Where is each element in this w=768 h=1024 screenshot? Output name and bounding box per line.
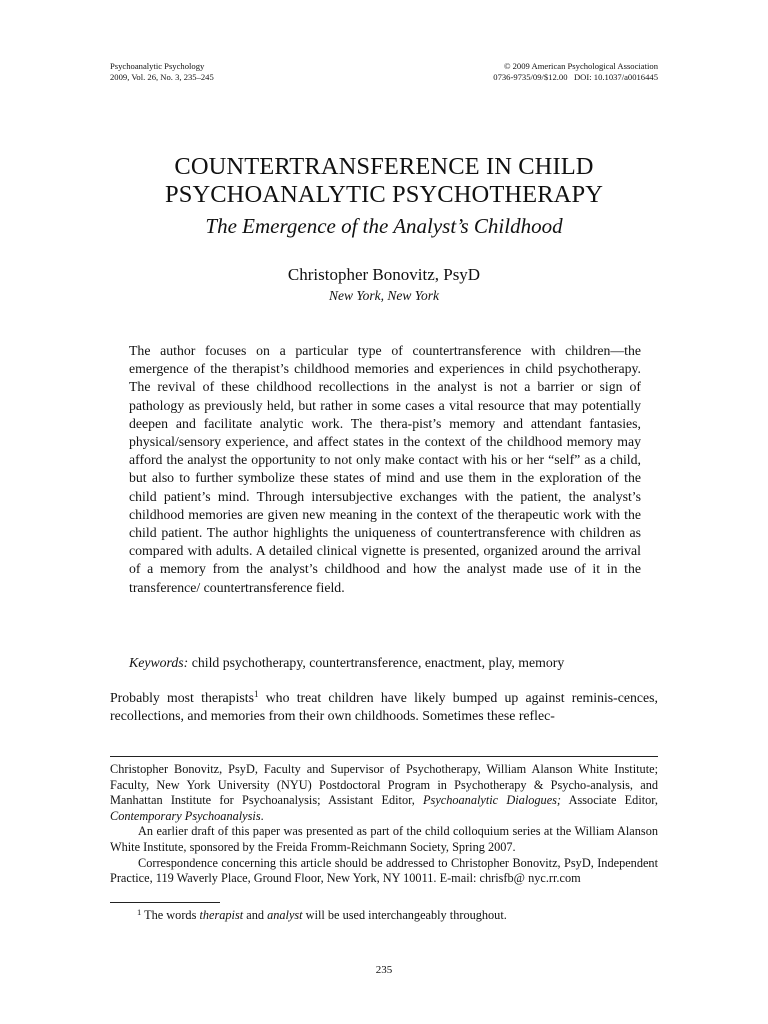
footnote-divider	[110, 756, 658, 757]
copyright-line: © 2009 American Psychological Association	[503, 61, 658, 71]
keywords-list: child psychotherapy, countertransference, enactment, play, memory	[188, 655, 565, 670]
footnote-text: and	[243, 908, 268, 922]
footnote-marker[interactable]: 1	[253, 689, 259, 699]
author-name: Christopher Bonovitz, PsyD	[287, 265, 481, 284]
footnote	[137, 907, 657, 923]
body-paragraph	[110, 689, 658, 725]
running-header-right	[493, 61, 658, 83]
footnote-text: will be used interchangeably throughout.	[302, 908, 507, 922]
body-text-start: Probably most therapists	[110, 690, 254, 705]
author-note-text: .	[260, 808, 264, 823]
journal-title-italic: Contemporary Psychoanalysis	[110, 808, 261, 823]
article-subtitle: The Emergence of the Analyst’s Childhood	[205, 214, 563, 238]
volume-info: 2009, Vol. 26, No. 3, 235–245	[110, 72, 214, 82]
footnote-term: therapist	[199, 908, 244, 922]
author-note-correspondence: Correspondence concerning this article should be addressed to Christopher Bonovitz, PsyD, Independent Practice, 119 Waverly Place, Ground Floor, New York, NY 10011. E-mail: chrisfb@ nyc.rr.com	[110, 855, 658, 886]
author-affiliation: New York, New York	[328, 288, 440, 303]
footnote-number: 1	[137, 907, 142, 917]
keywords	[129, 654, 669, 672]
abstract-text: The author focuses on a particular type of countertransference with children—the emergence of the therapist’s childhood memories and experiences in child psychotherapy. The revival of these childhood recollections in the analyst is not a barrier or sign of pathology as previously held, but rather in some cases a vital resource that may potentially deepen and facilitate analytic work. The thera-pist’s memory and attendant fantasies, physical/sensory experience, and affect states in the context of the childhood memory may afford the analyst the opportunity to not only make contact with his or her “self” as a child, but also to further symbolize these states of mind and use them in the exploration of the child patient’s mind. Through intersubjective exchanges with the patient, the analyst’s childhood memories are given new meaning in the context of the therapeutic work with the child patient. The author highlights the uniqueness of countertransference with children as compared with adults. A detailed clinical vignette is presented, organized around the arrival of a memory from the analyst’s childhood and how the analyst made use of it in the transference/ countertransference field.	[129, 343, 641, 595]
issn-doi-line: 0736-9735/09/$12.00 DOI: 10.1037/a0016445	[493, 72, 658, 82]
author-note-text: Associate Editor,	[561, 793, 658, 808]
body-text-continued: who treat children have likely bumped up against reminis-cences, recollections, and memories from their own childhoods. Sometimes these reflec-	[110, 690, 658, 724]
author-note-text: Christopher Bonovitz, PsyD, Faculty and Supervisor of Psychotherapy, William Alanson White Institute; Faculty, New York University (NYU) Postdoctoral Program in Psychotherapy & Psycho-analysis, and Manhattan Institute for Psychoanalysis; Assistant Editor,	[110, 762, 658, 808]
keywords-label: Keywords:	[129, 655, 189, 670]
footnote-short-divider	[110, 902, 220, 903]
footnote-text: The words	[141, 908, 200, 922]
title-line-2: PSYCHOANALYTIC PSYCHOTHERAPY	[165, 181, 603, 208]
article-title	[60, 153, 708, 209]
author-note-earlier-draft: An earlier draft of this paper was presented as part of the child colloquium series at the William Alanson White Institute, sponsored by the Freida Fromm-Reichmann Society, Spring 2007.	[110, 824, 658, 854]
footnote-term: analyst	[267, 908, 303, 922]
journal-name: Psychoanalytic Psychology	[110, 61, 205, 71]
title-line-1: COUNTERTRANSFERENCE IN CHILD	[174, 153, 594, 180]
author-note-affiliations	[110, 762, 658, 824]
running-header-left	[110, 61, 214, 83]
abstract	[129, 342, 641, 597]
page-number: 235	[375, 964, 393, 976]
body-text	[110, 689, 658, 725]
journal-title-italic: Psychoanalytic Dialogues;	[423, 793, 562, 808]
author-note	[110, 762, 658, 887]
